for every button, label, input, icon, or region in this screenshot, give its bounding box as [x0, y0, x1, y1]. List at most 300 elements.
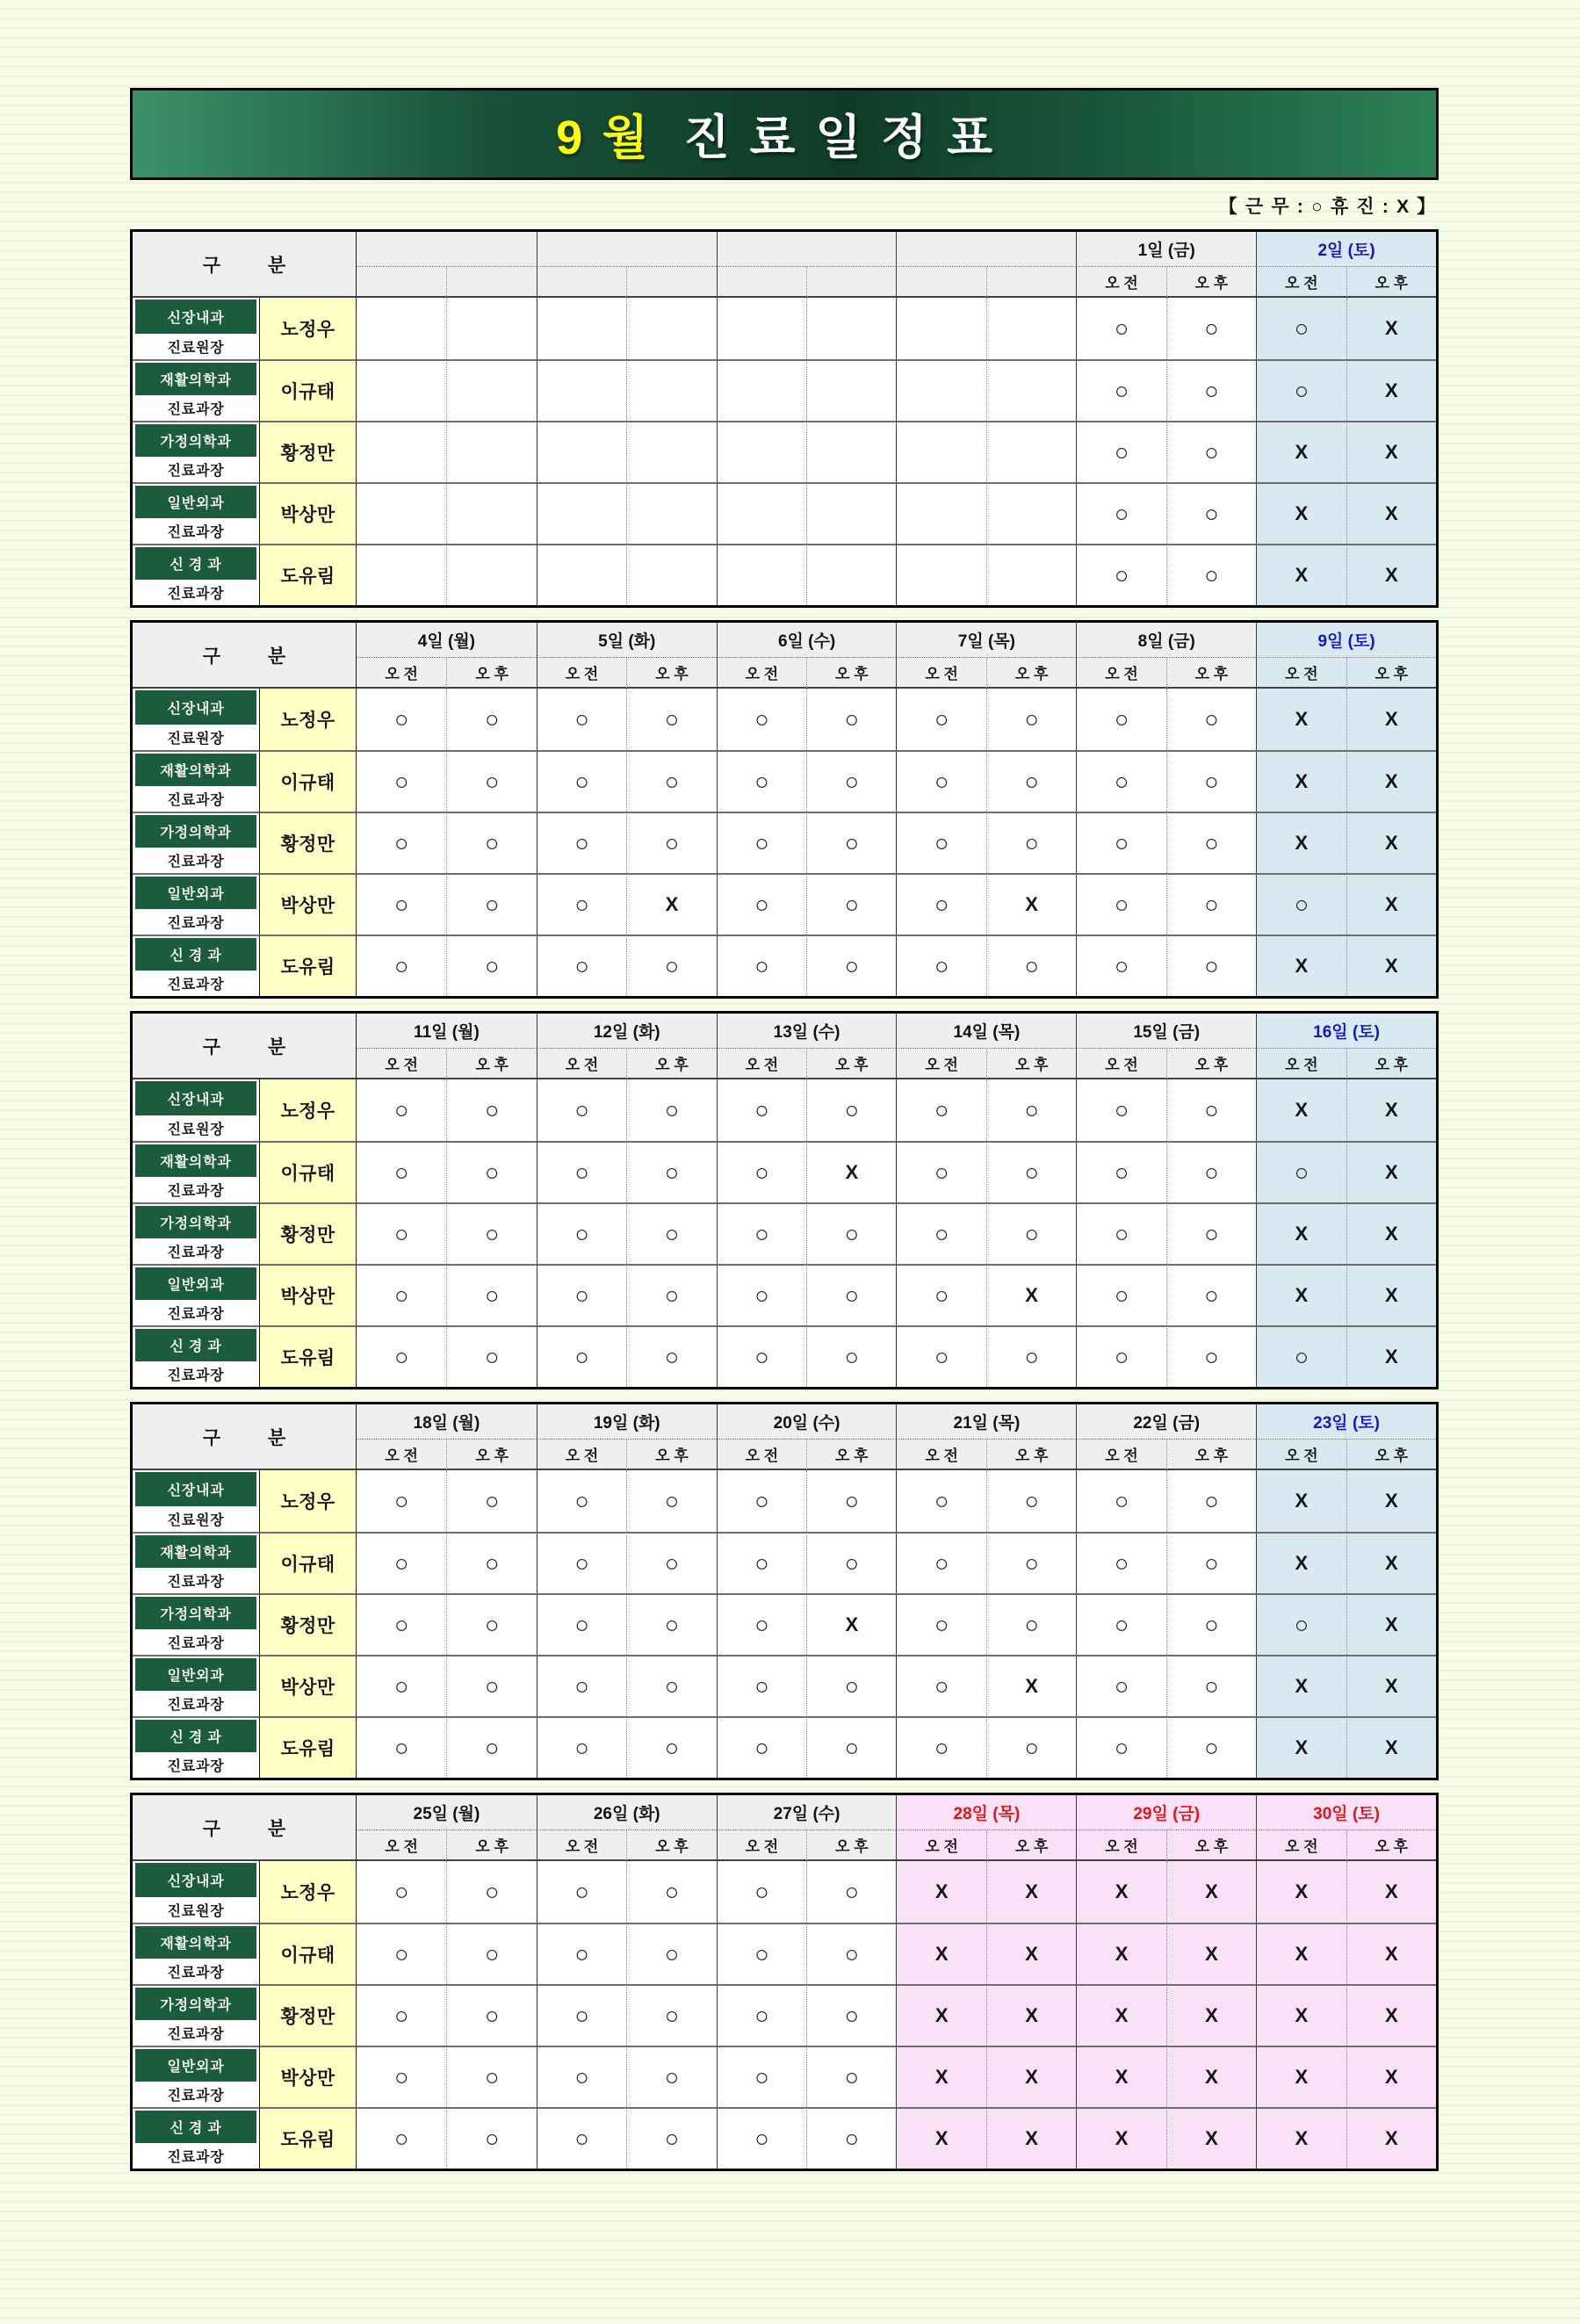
schedule-cell — [717, 873, 806, 935]
closed-x-symbol: X — [1384, 564, 1398, 586]
am-header: 오 전 — [1256, 1830, 1346, 1861]
am-header: 오 전 — [1076, 658, 1165, 689]
closed-x-symbol: X — [934, 2127, 949, 2149]
schedule-cell — [1166, 1325, 1256, 1387]
schedule-cell — [1256, 1532, 1346, 1593]
schedule-cell — [1076, 421, 1165, 482]
work-circle-symbol: ○ — [934, 1611, 949, 1638]
position-label: 진료과장 — [133, 1361, 259, 1387]
am-header: 오 전 — [1256, 658, 1346, 689]
work-circle-symbol: ○ — [1204, 829, 1219, 856]
doctor-name: 노정우 — [260, 1861, 357, 1923]
position-label: 진료원장 — [133, 1506, 259, 1533]
schedule-cell — [896, 298, 985, 359]
schedule-cell — [626, 1593, 716, 1655]
work-circle-symbol: ○ — [754, 1487, 769, 1514]
schedule-cell — [1166, 1141, 1256, 1202]
closed-x-symbol: X — [1384, 1880, 1398, 1902]
date-header: 18일 (월) — [357, 1404, 537, 1440]
closed-x-symbol: X — [1025, 1284, 1038, 1306]
schedule-cell — [1346, 935, 1436, 996]
schedule-cell — [1346, 1716, 1436, 1778]
work-circle-symbol: ○ — [754, 1878, 769, 1905]
schedule-cell — [717, 1264, 806, 1325]
schedule-cell — [1076, 2046, 1165, 2107]
schedule-cell — [717, 482, 806, 544]
schedule-cell — [357, 544, 446, 605]
pm-header: 오 후 — [446, 1440, 536, 1470]
pm-header: 오 후 — [1346, 1830, 1436, 1861]
doctor-name: 노정우 — [260, 1470, 357, 1532]
work-circle-symbol: ○ — [844, 1096, 859, 1123]
schedule-cell — [446, 935, 536, 996]
schedule-cell — [1256, 1593, 1346, 1655]
schedule-cell — [1166, 421, 1256, 482]
department-label: 재활의학과 — [135, 1535, 256, 1568]
schedule-cell — [986, 1325, 1076, 1387]
schedule-cell — [446, 2107, 536, 2169]
schedule-cell — [986, 1264, 1076, 1325]
schedule-cell — [537, 935, 626, 996]
date-header: 21일 (목) — [896, 1404, 1076, 1440]
work-circle-symbol: ○ — [1114, 314, 1129, 342]
work-circle-symbol: ○ — [664, 1734, 680, 1761]
closed-x-symbol: X — [1384, 708, 1398, 730]
closed-x-symbol: X — [1384, 1161, 1398, 1183]
schedule-cell — [537, 689, 626, 750]
closed-x-symbol: X — [1295, 2004, 1309, 2026]
work-circle-symbol: ○ — [754, 2125, 769, 2152]
schedule-cell — [1256, 812, 1346, 873]
work-circle-symbol: ○ — [754, 1158, 769, 1186]
work-circle-symbol: ○ — [1024, 1487, 1039, 1514]
work-circle-symbol: ○ — [754, 705, 769, 733]
work-circle-symbol: ○ — [574, 1734, 589, 1761]
work-circle-symbol: ○ — [484, 829, 500, 856]
schedule-cell — [896, 359, 985, 421]
schedule-cell — [1256, 1325, 1346, 1387]
work-circle-symbol: ○ — [394, 1940, 409, 1967]
position-label: 진료과장 — [133, 1238, 259, 1264]
schedule-cell — [357, 689, 446, 750]
work-circle-symbol: ○ — [934, 1220, 949, 1247]
closed-x-symbol: X — [1115, 1880, 1129, 1902]
closed-x-symbol: X — [1384, 770, 1398, 792]
department-label: 재활의학과 — [135, 754, 256, 786]
work-circle-symbol: ○ — [844, 829, 859, 856]
work-circle-symbol: ○ — [574, 1878, 589, 1905]
schedule-cell — [806, 1984, 896, 2046]
doctor-name: 박상만 — [260, 1655, 357, 1716]
schedule-cell — [446, 1079, 536, 1141]
schedule-cell — [1166, 2046, 1256, 2107]
schedule-cell — [446, 750, 536, 812]
schedule-cell — [1346, 1923, 1436, 1984]
pm-header: 오 후 — [1346, 1440, 1436, 1470]
date-header: 13일 (수) — [717, 1014, 897, 1049]
schedule-cell — [806, 1470, 896, 1532]
schedule-cell — [1166, 359, 1256, 421]
schedule-cell — [986, 1593, 1076, 1655]
schedule-cell — [1076, 873, 1165, 935]
pm-header: 오 후 — [1166, 1440, 1256, 1470]
schedule-cell — [896, 1141, 985, 1202]
position-label: 진료과장 — [133, 1568, 259, 1593]
closed-x-symbol: X — [1384, 1613, 1398, 1635]
schedule-cell — [626, 873, 716, 935]
schedule-table-week5 — [130, 1793, 1439, 2171]
work-circle-symbol: ○ — [1024, 1220, 1039, 1247]
work-circle-symbol: ○ — [484, 2063, 500, 2090]
schedule-cell — [1346, 1470, 1436, 1532]
schedule-cell — [1076, 359, 1165, 421]
work-circle-symbol: ○ — [1114, 377, 1129, 404]
schedule-cell — [1166, 1079, 1256, 1141]
schedule-cell — [986, 1202, 1076, 1264]
schedule-cell — [1346, 689, 1436, 750]
schedule-cell — [446, 1716, 536, 1778]
doctor-label — [133, 873, 260, 935]
work-circle-symbol: ○ — [664, 1487, 680, 1514]
schedule-cell — [357, 1984, 446, 2046]
am-header: 오 전 — [896, 658, 985, 689]
work-circle-symbol: ○ — [1294, 1611, 1309, 1638]
work-circle-symbol: ○ — [1114, 1487, 1129, 1514]
closed-x-symbol: X — [1295, 955, 1309, 977]
schedule-tables — [130, 229, 1439, 2171]
schedule-cell — [806, 544, 896, 605]
schedule-cell — [1346, 1861, 1436, 1923]
am-header: 오 전 — [537, 658, 626, 689]
schedule-cell — [1076, 1202, 1165, 1264]
schedule-cell — [537, 1141, 626, 1202]
closed-x-symbol: X — [1384, 893, 1398, 915]
closed-x-symbol: X — [1384, 1490, 1398, 1512]
work-circle-symbol: ○ — [394, 1281, 409, 1309]
schedule-cell — [1256, 544, 1346, 605]
doctor-label — [133, 1079, 260, 1141]
work-circle-symbol: ○ — [1024, 952, 1039, 979]
schedule-cell — [626, 750, 716, 812]
date-header: 9일 (토) — [1256, 623, 1436, 658]
work-circle-symbol: ○ — [1114, 500, 1129, 527]
work-circle-symbol: ○ — [394, 705, 409, 733]
work-circle-symbol: ○ — [1204, 1611, 1219, 1638]
am-header — [896, 267, 985, 298]
doctor-name: 노정우 — [260, 689, 357, 750]
work-circle-symbol: ○ — [394, 2125, 409, 2152]
schedule-cell — [1346, 359, 1436, 421]
closed-x-symbol: X — [1205, 2066, 1218, 2088]
pm-header: 오 후 — [986, 1440, 1076, 1470]
closed-x-symbol: X — [1115, 2066, 1129, 2088]
closed-x-symbol: X — [1295, 564, 1309, 586]
schedule-cell — [1166, 298, 1256, 359]
closed-x-symbol: X — [1384, 2004, 1398, 2026]
schedule-cell — [896, 935, 985, 996]
pm-header: 오 후 — [806, 1830, 896, 1861]
work-circle-symbol: ○ — [574, 891, 589, 918]
schedule-cell — [1346, 1079, 1436, 1141]
schedule-cell — [626, 1079, 716, 1141]
schedule-cell — [986, 421, 1076, 482]
am-header: 오 전 — [717, 1830, 806, 1861]
doctor-name: 황정만 — [260, 421, 357, 482]
schedule-cell — [1346, 873, 1436, 935]
schedule-cell — [626, 1655, 716, 1716]
work-circle-symbol: ○ — [1024, 768, 1039, 795]
closed-x-symbol: X — [1384, 502, 1398, 524]
department-label: 신 경 과 — [135, 547, 256, 580]
work-circle-symbol: ○ — [394, 1220, 409, 1247]
work-circle-symbol: ○ — [1024, 705, 1039, 733]
schedule-cell — [1076, 935, 1165, 996]
schedule-cell — [446, 298, 536, 359]
work-circle-symbol: ○ — [844, 1487, 859, 1514]
schedule-cell — [537, 1202, 626, 1264]
date-header: 20일 (수) — [717, 1404, 897, 1440]
work-circle-symbol: ○ — [934, 1672, 949, 1700]
closed-x-symbol: X — [1205, 2127, 1218, 2149]
schedule-cell — [357, 1325, 446, 1387]
work-circle-symbol: ○ — [484, 2002, 500, 2029]
schedule-cell — [1256, 689, 1346, 750]
work-circle-symbol: ○ — [1294, 891, 1309, 918]
doctor-name: 박상만 — [260, 873, 357, 935]
closed-x-symbol: X — [1384, 1675, 1398, 1697]
closed-x-symbol: X — [1384, 2066, 1398, 2088]
work-circle-symbol: ○ — [934, 829, 949, 856]
work-circle-symbol: ○ — [484, 1158, 500, 1186]
work-circle-symbol: ○ — [754, 829, 769, 856]
work-circle-symbol: ○ — [574, 1487, 589, 1514]
schedule-cell — [1256, 873, 1346, 935]
closed-x-symbol: X — [1295, 1490, 1309, 1512]
doctor-label — [133, 1202, 260, 1264]
schedule-cell — [626, 1202, 716, 1264]
work-circle-symbol: ○ — [1204, 377, 1219, 404]
pm-header: 오 후 — [986, 1049, 1076, 1079]
am-header: 오 전 — [1256, 1049, 1346, 1079]
schedule-cell — [896, 1325, 985, 1387]
work-circle-symbol: ○ — [664, 1343, 680, 1370]
schedule-cell — [806, 812, 896, 873]
schedule-cell — [537, 812, 626, 873]
date-header: 28일 (목) — [896, 1795, 1076, 1830]
date-header: 11일 (월) — [357, 1014, 537, 1049]
schedule-cell — [537, 1325, 626, 1387]
work-circle-symbol: ○ — [1204, 314, 1219, 342]
am-header: 오 전 — [717, 658, 806, 689]
doctor-name: 이규태 — [260, 1141, 357, 1202]
schedule-cell — [1256, 482, 1346, 544]
date-header — [896, 232, 1076, 267]
work-circle-symbol: ○ — [574, 1940, 589, 1967]
schedule-cell — [626, 359, 716, 421]
schedule-cell — [626, 298, 716, 359]
work-circle-symbol: ○ — [1024, 1343, 1039, 1370]
schedule-cell — [1346, 2046, 1436, 2107]
schedule-cell — [1166, 482, 1256, 544]
schedule-cell — [717, 1923, 806, 1984]
closed-x-symbol: X — [1205, 2004, 1218, 2026]
schedule-cell — [537, 2107, 626, 2169]
work-circle-symbol: ○ — [394, 1672, 409, 1700]
page-title: 진료일정표 — [683, 112, 1013, 164]
schedule-cell — [1076, 750, 1165, 812]
closed-x-symbol: X — [1384, 1223, 1398, 1245]
work-circle-symbol: ○ — [1114, 1343, 1129, 1370]
legend-work-closed: 【 근 무 : ○ 휴 진 : X 】 — [1218, 197, 1437, 217]
schedule-cell — [806, 1141, 896, 1202]
schedule-table-week3 — [130, 1011, 1439, 1389]
schedule-cell — [357, 1202, 446, 1264]
position-label: 진료과장 — [133, 518, 259, 544]
work-circle-symbol: ○ — [394, 2063, 409, 2090]
closed-x-symbol: X — [1295, 770, 1309, 792]
schedule-cell — [896, 812, 985, 873]
schedule-cell — [717, 1984, 806, 2046]
work-circle-symbol: ○ — [934, 952, 949, 979]
work-circle-symbol: ○ — [574, 2002, 589, 2029]
work-circle-symbol: ○ — [754, 2063, 769, 2090]
schedule-cell — [806, 482, 896, 544]
work-circle-symbol: ○ — [1294, 1158, 1309, 1186]
schedule-cell — [717, 1532, 806, 1593]
work-circle-symbol: ○ — [844, 1281, 859, 1309]
doctor-name: 이규태 — [260, 1532, 357, 1593]
schedule-cell — [1346, 812, 1436, 873]
closed-x-symbol: X — [1384, 1346, 1398, 1368]
schedule-cell — [1346, 482, 1436, 544]
position-label: 진료과장 — [133, 1752, 259, 1778]
closed-x-symbol: X — [1025, 2066, 1038, 2088]
closed-x-symbol: X — [1295, 2127, 1309, 2149]
work-circle-symbol: ○ — [394, 1487, 409, 1514]
work-circle-symbol: ○ — [484, 1281, 500, 1309]
work-circle-symbol: ○ — [1294, 314, 1309, 342]
closed-x-symbol: X — [1025, 2004, 1038, 2026]
work-circle-symbol: ○ — [754, 1734, 769, 1761]
work-circle-symbol: ○ — [1204, 1549, 1219, 1577]
work-circle-symbol: ○ — [574, 952, 589, 979]
work-circle-symbol: ○ — [1204, 705, 1219, 733]
doctor-label — [133, 812, 260, 873]
schedule-cell — [986, 1655, 1076, 1716]
position-label: 진료원장 — [133, 725, 259, 751]
work-circle-symbol: ○ — [1024, 1096, 1039, 1123]
date-header: 25일 (월) — [357, 1795, 537, 1830]
schedule-cell — [1166, 1593, 1256, 1655]
schedule-cell — [626, 2107, 716, 2169]
work-circle-symbol: ○ — [1114, 1611, 1129, 1638]
schedule-cell — [626, 1470, 716, 1532]
doctor-name: 이규태 — [260, 750, 357, 812]
schedule-cell — [717, 1593, 806, 1655]
doctor-label — [133, 750, 260, 812]
doctor-name: 황정만 — [260, 812, 357, 873]
gubun-header: 구 분 — [133, 1014, 357, 1079]
work-circle-symbol: ○ — [1204, 1220, 1219, 1247]
work-circle-symbol: ○ — [664, 1611, 680, 1638]
schedule-table-week1 — [130, 229, 1439, 608]
schedule-cell — [1166, 750, 1256, 812]
schedule-cell — [806, 1716, 896, 1778]
work-circle-symbol: ○ — [1024, 829, 1039, 856]
am-header: 오 전 — [896, 1049, 985, 1079]
schedule-cell — [1256, 1923, 1346, 1984]
schedule-cell — [717, 1470, 806, 1532]
schedule-cell — [1166, 1861, 1256, 1923]
work-circle-symbol: ○ — [1024, 1549, 1039, 1577]
department-label: 신장내과 — [135, 300, 256, 334]
schedule-cell — [1076, 1532, 1165, 1593]
schedule-cell — [717, 1861, 806, 1923]
work-circle-symbol: ○ — [664, 1549, 680, 1577]
am-header: 오 전 — [537, 1440, 626, 1470]
date-header — [717, 232, 897, 267]
work-circle-symbol: ○ — [1114, 561, 1129, 588]
closed-x-symbol: X — [1025, 1943, 1038, 1965]
schedule-cell — [357, 1079, 446, 1141]
title-banner — [130, 88, 1439, 180]
schedule-cell — [1076, 1264, 1165, 1325]
doctor-name: 이규태 — [260, 1923, 357, 1984]
schedule-cell — [1346, 1141, 1436, 1202]
position-label: 진료과장 — [133, 909, 259, 935]
work-circle-symbol: ○ — [934, 1487, 949, 1514]
schedule-cell — [446, 544, 536, 605]
schedule-cell — [1346, 1325, 1436, 1387]
schedule-cell — [1346, 1655, 1436, 1716]
work-circle-symbol: ○ — [394, 1343, 409, 1370]
work-circle-symbol: ○ — [1204, 891, 1219, 918]
work-circle-symbol: ○ — [844, 891, 859, 918]
schedule-cell — [1166, 812, 1256, 873]
work-circle-symbol: ○ — [484, 1611, 500, 1638]
schedule-cell — [357, 298, 446, 359]
schedule-cell — [357, 2046, 446, 2107]
work-circle-symbol: ○ — [754, 1343, 769, 1370]
schedule-cell — [986, 1141, 1076, 1202]
schedule-cell — [626, 544, 716, 605]
schedule-cell — [1076, 2107, 1165, 2169]
pm-header: 오 후 — [1166, 1830, 1256, 1861]
date-header — [357, 232, 537, 267]
schedule-cell — [357, 873, 446, 935]
schedule-cell — [357, 482, 446, 544]
work-circle-symbol: ○ — [754, 1281, 769, 1309]
schedule-cell — [1166, 1202, 1256, 1264]
schedule-cell — [717, 689, 806, 750]
doctor-label — [133, 2046, 260, 2107]
doctor-label — [133, 359, 260, 421]
work-circle-symbol: ○ — [664, 1096, 680, 1123]
pm-header: 오 후 — [986, 658, 1076, 689]
work-circle-symbol: ○ — [844, 705, 859, 733]
doctor-label — [133, 1532, 260, 1593]
schedule-cell — [986, 1716, 1076, 1778]
department-label: 신 경 과 — [135, 1329, 256, 1361]
department-label: 가정의학과 — [135, 1597, 256, 1629]
schedule-cell — [986, 1079, 1076, 1141]
date-header: 22일 (금) — [1076, 1404, 1256, 1440]
schedule-cell — [806, 750, 896, 812]
schedule-cell — [1166, 1716, 1256, 1778]
schedule-cell — [717, 1325, 806, 1387]
schedule-cell — [717, 1141, 806, 1202]
schedule-cell — [1166, 544, 1256, 605]
